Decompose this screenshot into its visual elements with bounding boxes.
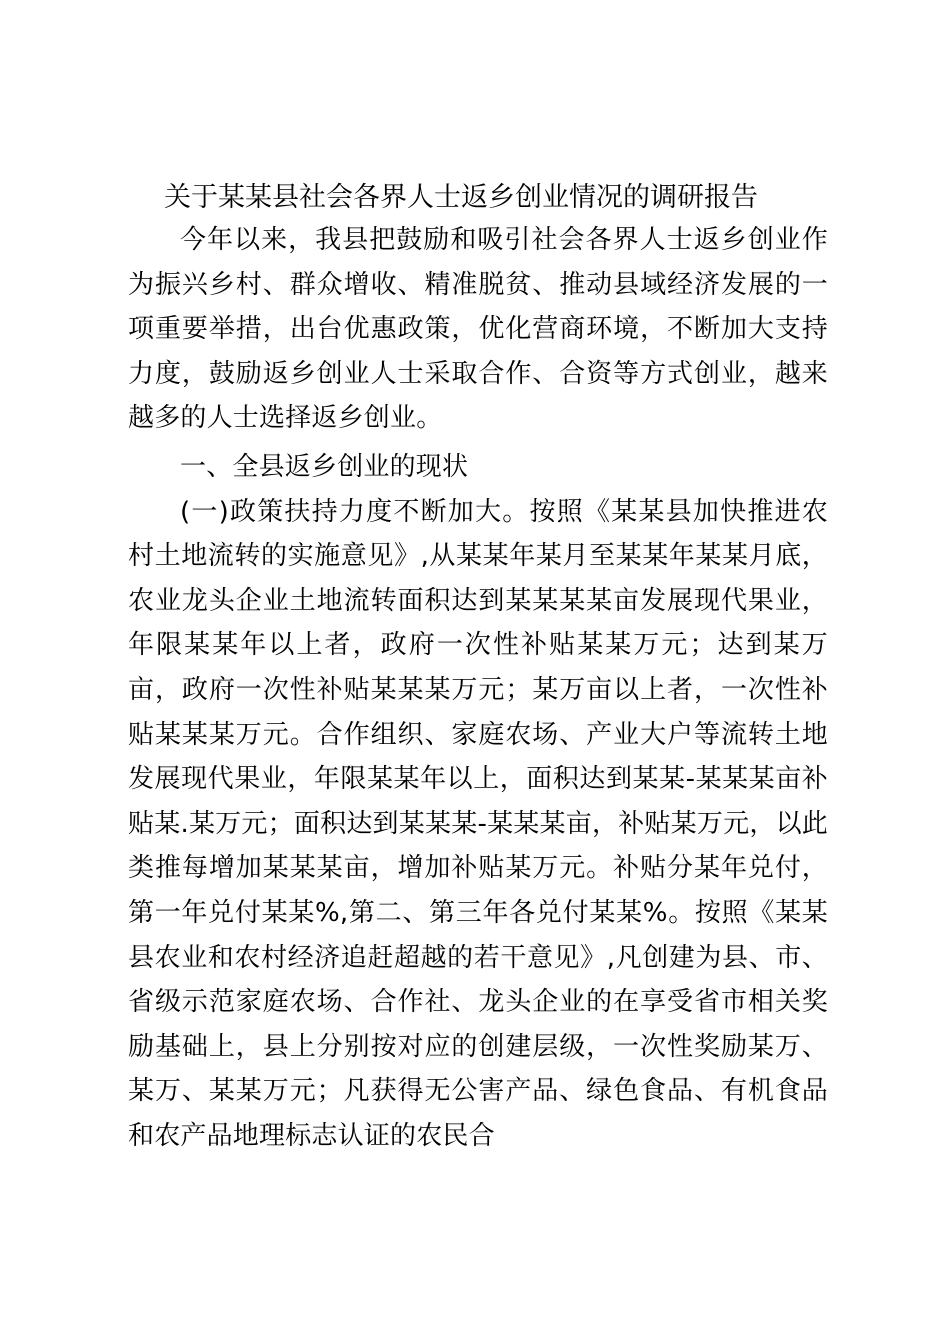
document-body — [128, 178, 828, 1158]
document-title: 关于某某县社会各界人士返乡创业情况的调研报告 — [164, 182, 758, 213]
intro-paragraph: 今年以来，我县把鼓励和吸引社会各界人士返乡创业作为振兴乡村、群众增收、精准脱贫、推动县域经济发展的一项重要举措，出台优惠政策，优化营商环境，不断加大支持力度，鼓励返乡创业人士采取合作、合资等方式创业，越来越多的人士选择返乡创业。 — [128, 225, 828, 434]
section-heading: 一、全县返乡创业的现状 — [180, 451, 469, 482]
body-paragraph: (一)政策扶持力度不断加大。按照《某某县加快推进农村土地流转的实施意见》,从某某年某月至某某年某某月底，农业龙头企业土地流转面积达到某某某某亩发展现代果业，年限某某年以上者，政府一次性补贴某某万元；达到某万亩，政府一次性补贴某某某万元；某万亩以上者，一次性补贴某某某万元。合作组织、家庭农场、产业大户等流转土地发展现代果业，年限某某年以上，面积达到某某-某某某亩补贴某.某万元；面积达到某某某-某某某亩，补贴某万元，以此类推每增加某某某亩，增加补贴某万元。补贴分某年兑付，第一年兑付某某%,第二、第三年各兑付某某%。按照《某某县农业和农村经济追赶超越的若干意见》,凡创建为县、市、省级示范家庭农场、合作社、龙头企业的在享受省市相关奖励基础上，县上分别按对应的创建层级，一次性奖励某万、某万、某某万元；凡获得无公害产品、绿色食品、有机食品和农产品地理标志认证的农民合 — [128, 496, 828, 1151]
